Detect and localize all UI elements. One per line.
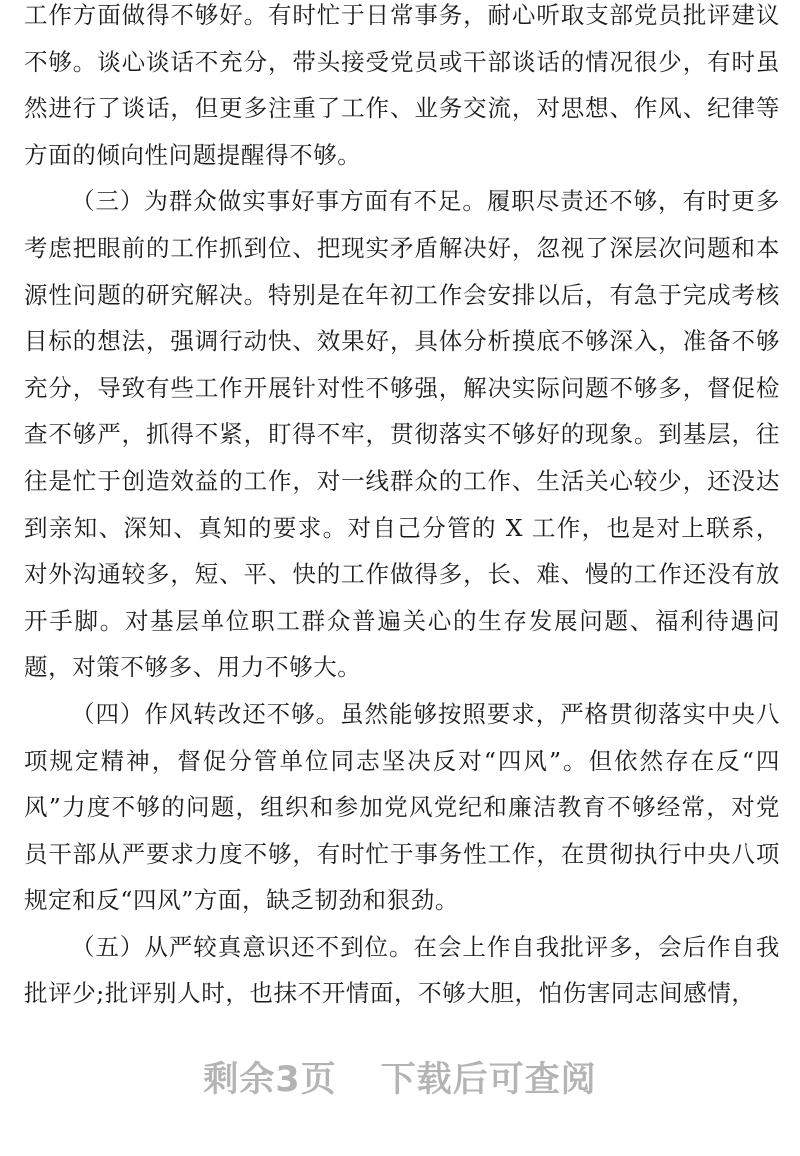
- remaining-pages-label: 剩余3页: [203, 1060, 337, 1100]
- download-prompt-label: 下载后可查阅: [380, 1060, 597, 1100]
- document-body: [24, 0, 780, 1017]
- paragraph-section-four: （四）作风转改还不够。虽然能够按照要求，严格贯彻落实中央八项规定精神，督促分管单位同志坚决反对“四风”。但依然存在反“四风”力度不够的问题，组织和参加党风党纪和廉洁教育不够经常，对党员干部从严要求力度不够，有时忙于事务性工作，在贯彻执行中央八项规定和反“四风”方面，缺乏韧劲和狠劲。: [24, 699, 780, 915]
- download-banner[interactable]: [0, 1052, 800, 1108]
- paragraph-section-five: （五）从严较真意识还不到位。在会上作自我批评多，会后作自我批评少;批评别人时，也抹不开情面，不够大胆，怕伤害同志间感情，: [24, 932, 780, 1008]
- paragraph-continuation: 工作方面做得不够好。有时忙于日常事务，耐心听取支部党员批评建议不够。谈心谈话不充分，带头接受党员或干部谈话的情况很少，有时虽然进行了谈话，但更多注重了工作、业务交流，对思想、作风、纪律等方面的倾向性问题提醒得不够。: [24, 1, 780, 169]
- paragraph-section-three: （三）为群众做实事好事方面有不足。履职尽责还不够，有时更多考虑把眼前的工作抓到位、把现实矛盾解决好，忽视了深层次问题和本源性问题的研究解决。特别是在年初工作会安排以后，有急于完成考核目标的想法，强调行动快、效果好，具体分析摸底不够深入，准备不够充分，导致有些工作开展针对性不够强，解决实际问题不够多，督促检查不够严，抓得不紧，盯得不牢，贯彻落实不够好的现象。到基层，往往是忙于创造效益的工作，对一线群众的工作、生活关心较少，还没达到亲知、深知、真知的要求。对自己分管的 X 工作，也是对上联系，对外沟通较多，短、平、快的工作做得多，长、难、慢的工作还没有放开手脚。对基层单位职工群众普遍关心的生存发展问题、福利待遇问题，对策不够多、用力不够大。: [24, 187, 780, 682]
